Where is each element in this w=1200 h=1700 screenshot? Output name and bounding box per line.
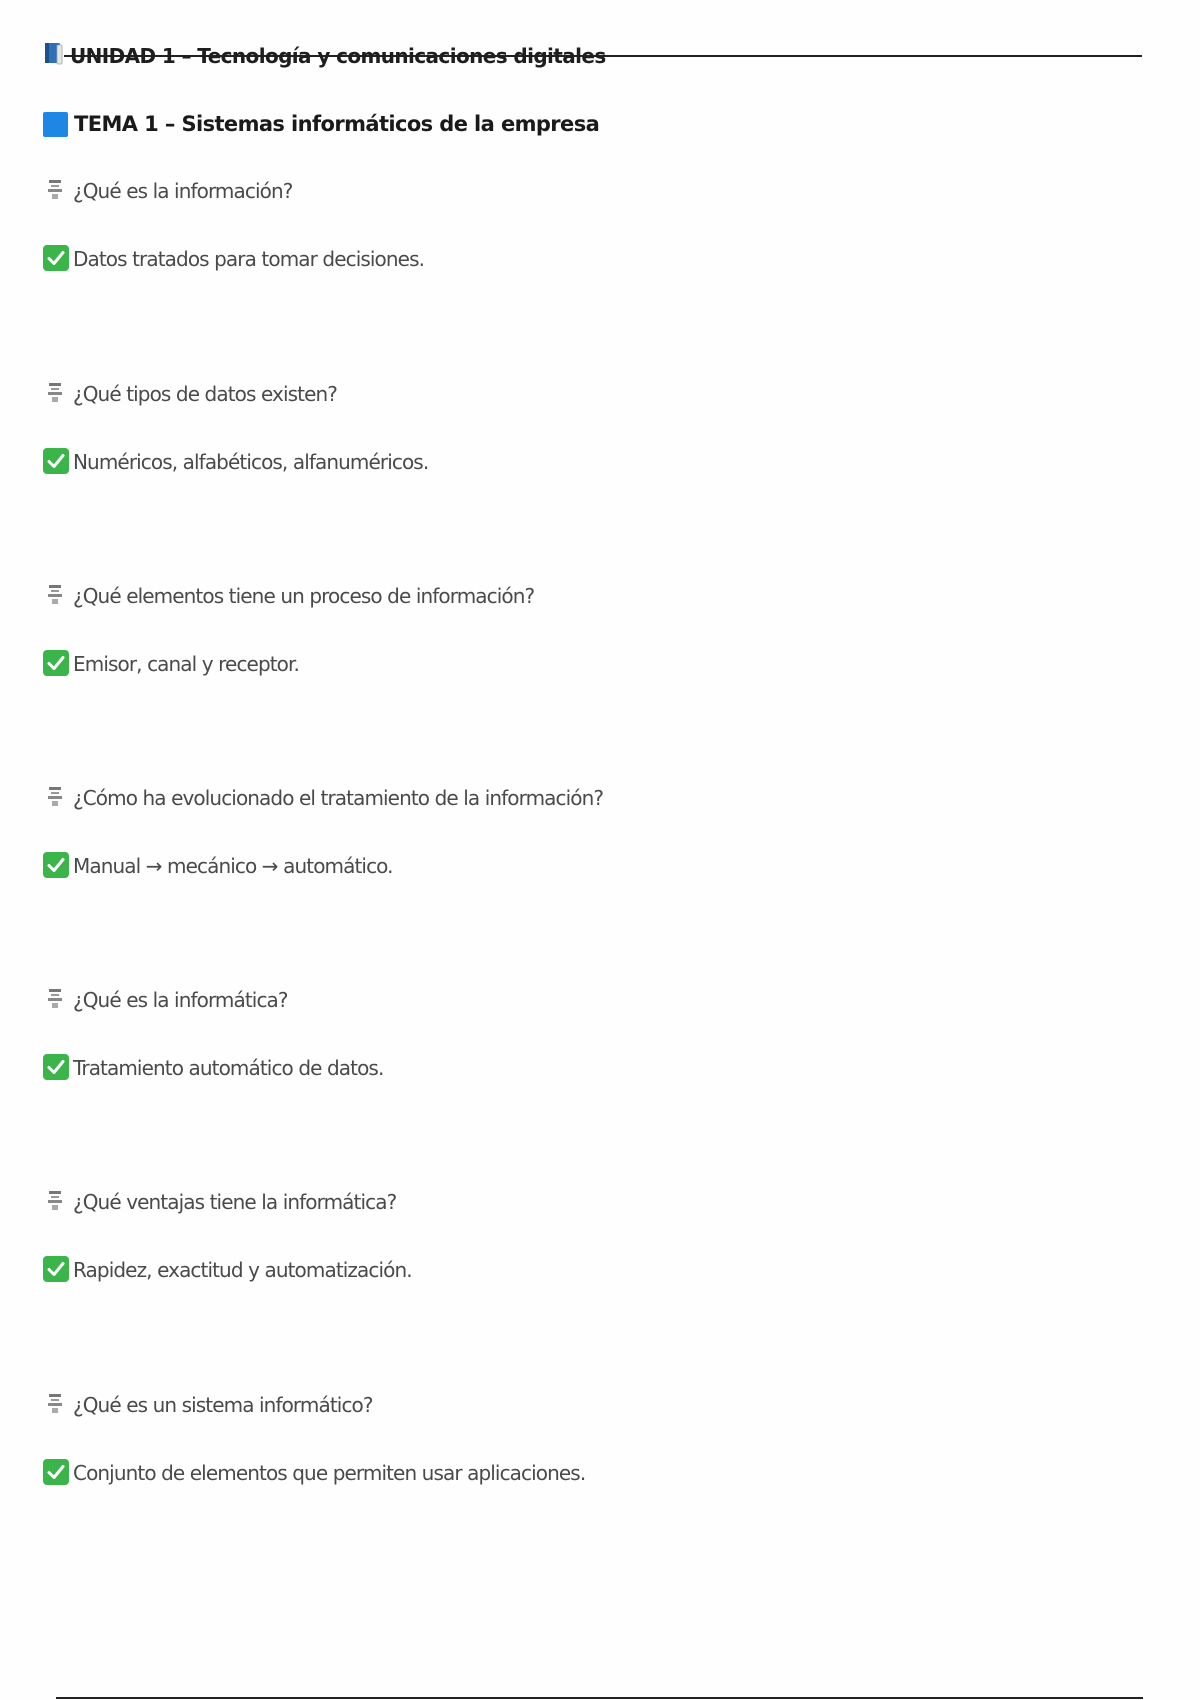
question-text: ¿Qué es la informática? — [73, 988, 288, 1012]
qa-item — [43, 1392, 1043, 1485]
thinking-face-icon — [46, 785, 64, 809]
answer-text: Manual → mecánico → automático. — [73, 854, 393, 878]
thinking-face-icon — [46, 987, 64, 1011]
topic-title: TEMA 1 – Sistemas informáticos de la empresa — [74, 112, 600, 136]
check-mark-icon — [43, 1054, 69, 1080]
question-text: ¿Qué ventajas tiene la informática? — [73, 1190, 397, 1214]
qa-item — [43, 583, 1043, 676]
check-mark-icon — [43, 1256, 69, 1282]
thinking-face-icon — [46, 583, 64, 607]
thinking-face-icon — [46, 381, 64, 405]
unit-title: UNIDAD 1 – Tecnología y comunicaciones digitales — [70, 44, 606, 68]
question-text: ¿Qué es la información? — [73, 179, 293, 203]
blue-square-icon — [43, 112, 68, 137]
footer-rule — [56, 1697, 1143, 1699]
thinking-face-icon — [46, 1392, 64, 1416]
check-mark-icon — [43, 650, 69, 676]
question-text: ¿Qué elementos tiene un proceso de información? — [73, 584, 535, 608]
answer-text: Conjunto de elementos que permiten usar aplicaciones. — [73, 1461, 586, 1485]
qa-item — [43, 178, 1043, 271]
thinking-face-icon — [46, 1189, 64, 1213]
book-icon — [44, 42, 64, 66]
question-text: ¿Qué tipos de datos existen? — [73, 382, 337, 406]
check-mark-icon — [43, 852, 69, 878]
check-mark-icon — [43, 448, 69, 474]
question-text: ¿Qué es un sistema informático? — [73, 1393, 373, 1417]
answer-text: Datos tratados para tomar decisiones. — [73, 247, 425, 271]
question-text: ¿Cómo ha evolucionado el tratamiento de la información? — [73, 786, 604, 810]
qa-item — [43, 987, 1043, 1080]
unit-header — [44, 42, 1142, 72]
qa-item — [43, 785, 1043, 878]
answer-text: Tratamiento automático de datos. — [73, 1056, 384, 1080]
qa-item — [43, 381, 1043, 474]
answer-text: Numéricos, alfabéticos, alfanuméricos. — [73, 450, 429, 474]
qa-item — [43, 1189, 1043, 1282]
check-mark-icon — [43, 1459, 69, 1485]
answer-text: Emisor, canal y receptor. — [73, 652, 299, 676]
answer-text: Rapidez, exactitud y automatización. — [73, 1258, 412, 1282]
check-mark-icon — [43, 245, 69, 271]
thinking-face-icon — [46, 178, 64, 202]
